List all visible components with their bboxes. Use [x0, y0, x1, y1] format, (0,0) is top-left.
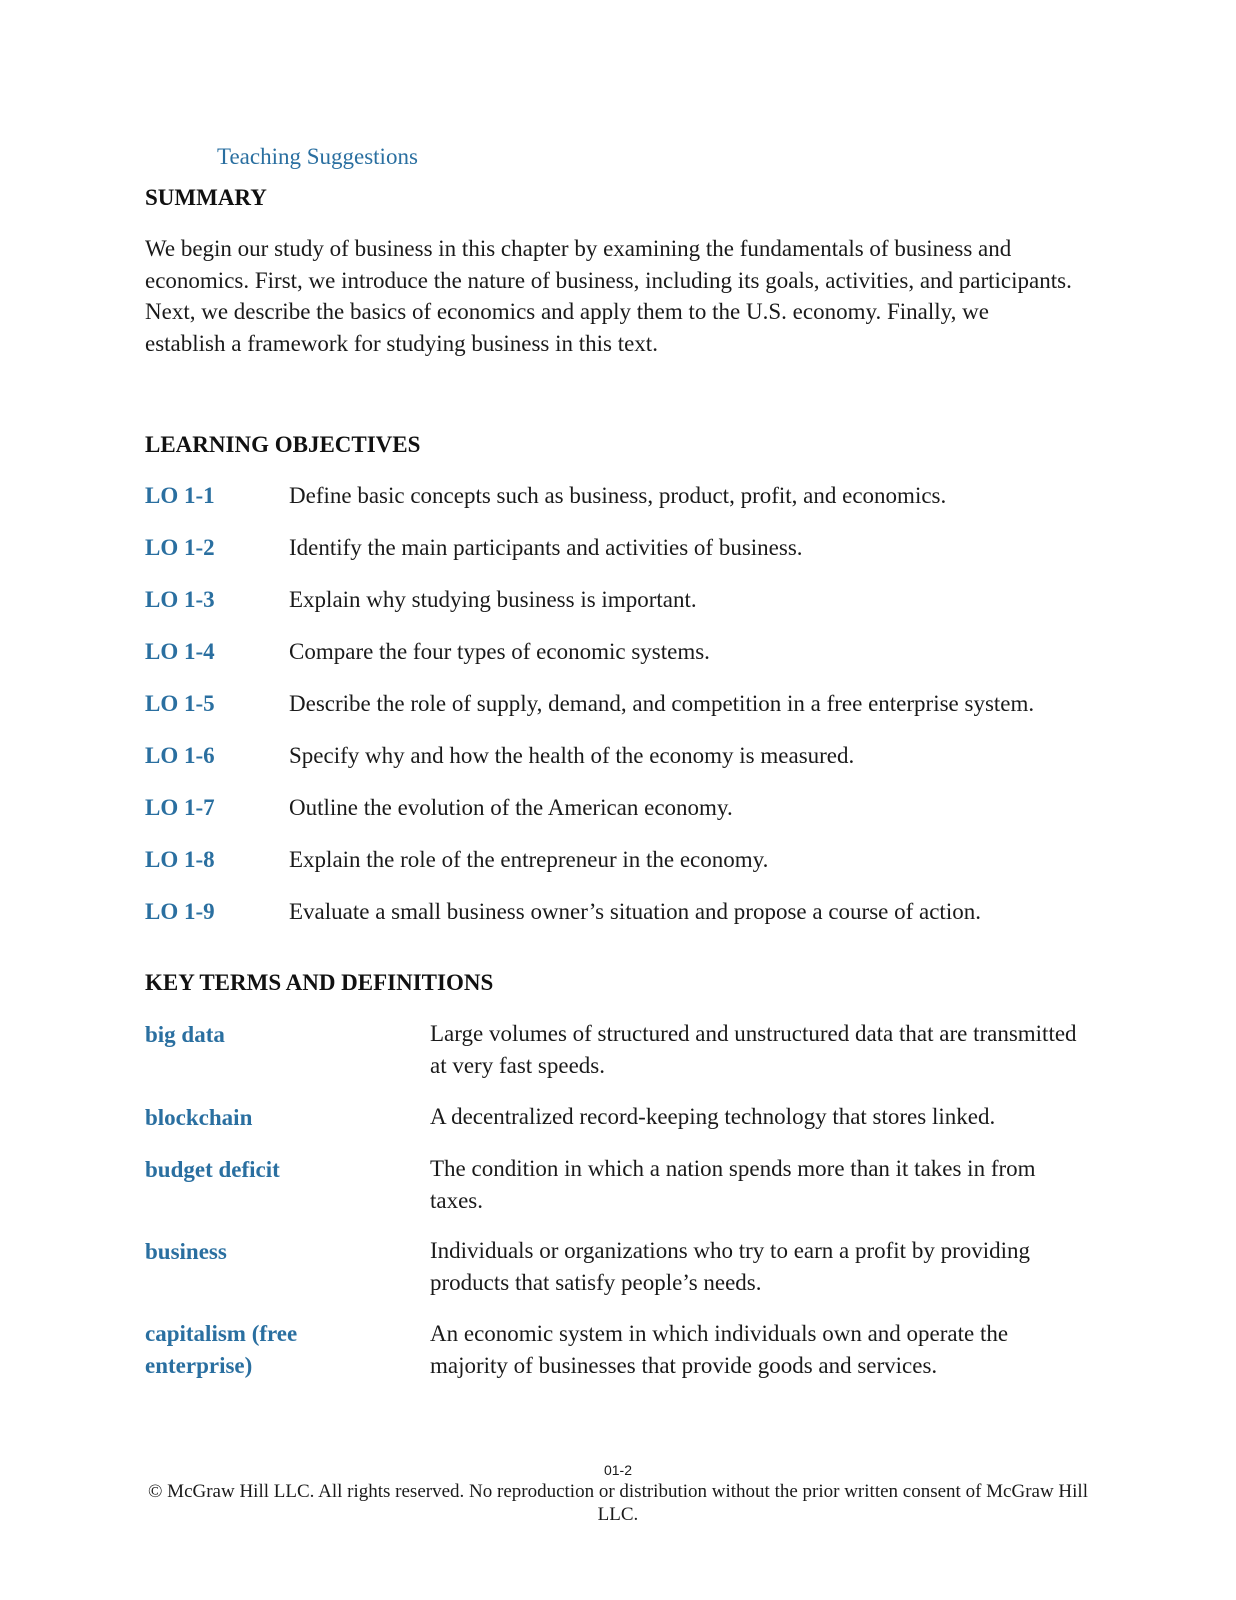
key-term-definition: Large volumes of structured and unstructured data that are transmitted at very fast speeds. [430, 1021, 1077, 1078]
lo-code: LO 1-8 [145, 847, 215, 872]
learning-objective-item [145, 585, 1085, 637]
learning-objective-item [145, 897, 1085, 949]
key-term-definition: Individuals or organizations who try to earn a profit by providing products that satisfy people’s needs. [430, 1238, 1031, 1295]
page-number: 01-2 [603, 1462, 633, 1478]
copyright-notice: © McGraw Hill LLC. All rights reserved. No reproduction or distribution without the prior written consent of McGraw Hill LLC. [148, 1481, 1088, 1525]
summary-body: We begin our study of business in this chapter by examining the fundamentals of business and economics. First, we introduce the nature of business, including its goals, activities, and participants. Next, we describe the basics of economics and apply them to the U.S. economy. Finally, we establish a framework for studying business in this text. [145, 236, 1072, 356]
lo-text: Describe the role of supply, demand, and competition in a free enterprise system. [289, 691, 1035, 716]
lo-text: Identify the main participants and activities of business. [289, 535, 803, 560]
lo-code: LO 1-4 [145, 639, 215, 664]
learning-objective-item [145, 741, 1085, 793]
key-term: budget deficit [145, 1157, 280, 1182]
learning-objective-item [145, 845, 1085, 897]
teaching-suggestions-link[interactable]: Teaching Suggestions [217, 144, 418, 169]
learning-objective-item [145, 481, 1085, 533]
key-term: capitalism (free enterprise) [145, 1321, 298, 1378]
learning-objective-item [145, 793, 1085, 845]
lo-code: LO 1-2 [145, 535, 215, 560]
lo-code: LO 1-1 [145, 483, 215, 508]
lo-text: Explain the role of the entrepreneur in the economy. [289, 847, 769, 872]
key-term-definition: The condition in which a nation spends more than it takes in from taxes. [430, 1156, 1036, 1213]
key-term-definition: An economic system in which individuals own and operate the majority of businesses that provide goods and services. [430, 1321, 1009, 1378]
lo-code: LO 1-3 [145, 587, 215, 612]
lo-text: Specify why and how the health of the economy is measured. [289, 743, 855, 768]
lo-code: LO 1-5 [145, 691, 215, 716]
key-term-definition: A decentralized record-keeping technology that stores linked. [430, 1104, 996, 1129]
learning-objective-item [145, 637, 1085, 689]
key-term: business [145, 1239, 227, 1264]
lo-text: Compare the four types of economic systems. [289, 639, 710, 664]
learning-objective-item [145, 533, 1085, 585]
lo-code: LO 1-6 [145, 743, 215, 768]
key-terms-heading: KEY TERMS AND DEFINITIONS [145, 970, 494, 995]
lo-text: Define basic concepts such as business, product, profit, and economics. [289, 483, 947, 508]
learning-objectives-list [145, 481, 1085, 949]
lo-code: LO 1-9 [145, 899, 215, 924]
key-term: blockchain [145, 1105, 253, 1130]
key-term: big data [145, 1022, 225, 1047]
lo-code: LO 1-7 [145, 795, 215, 820]
learning-objectives-heading: LEARNING OBJECTIVES [145, 432, 421, 457]
learning-objective-item [145, 689, 1085, 741]
lo-text: Outline the evolution of the American economy. [289, 795, 733, 820]
lo-text: Evaluate a small business owner’s situation and propose a course of action. [289, 899, 981, 924]
lo-text: Explain why studying business is important. [289, 587, 697, 612]
summary-heading: SUMMARY [145, 185, 267, 210]
